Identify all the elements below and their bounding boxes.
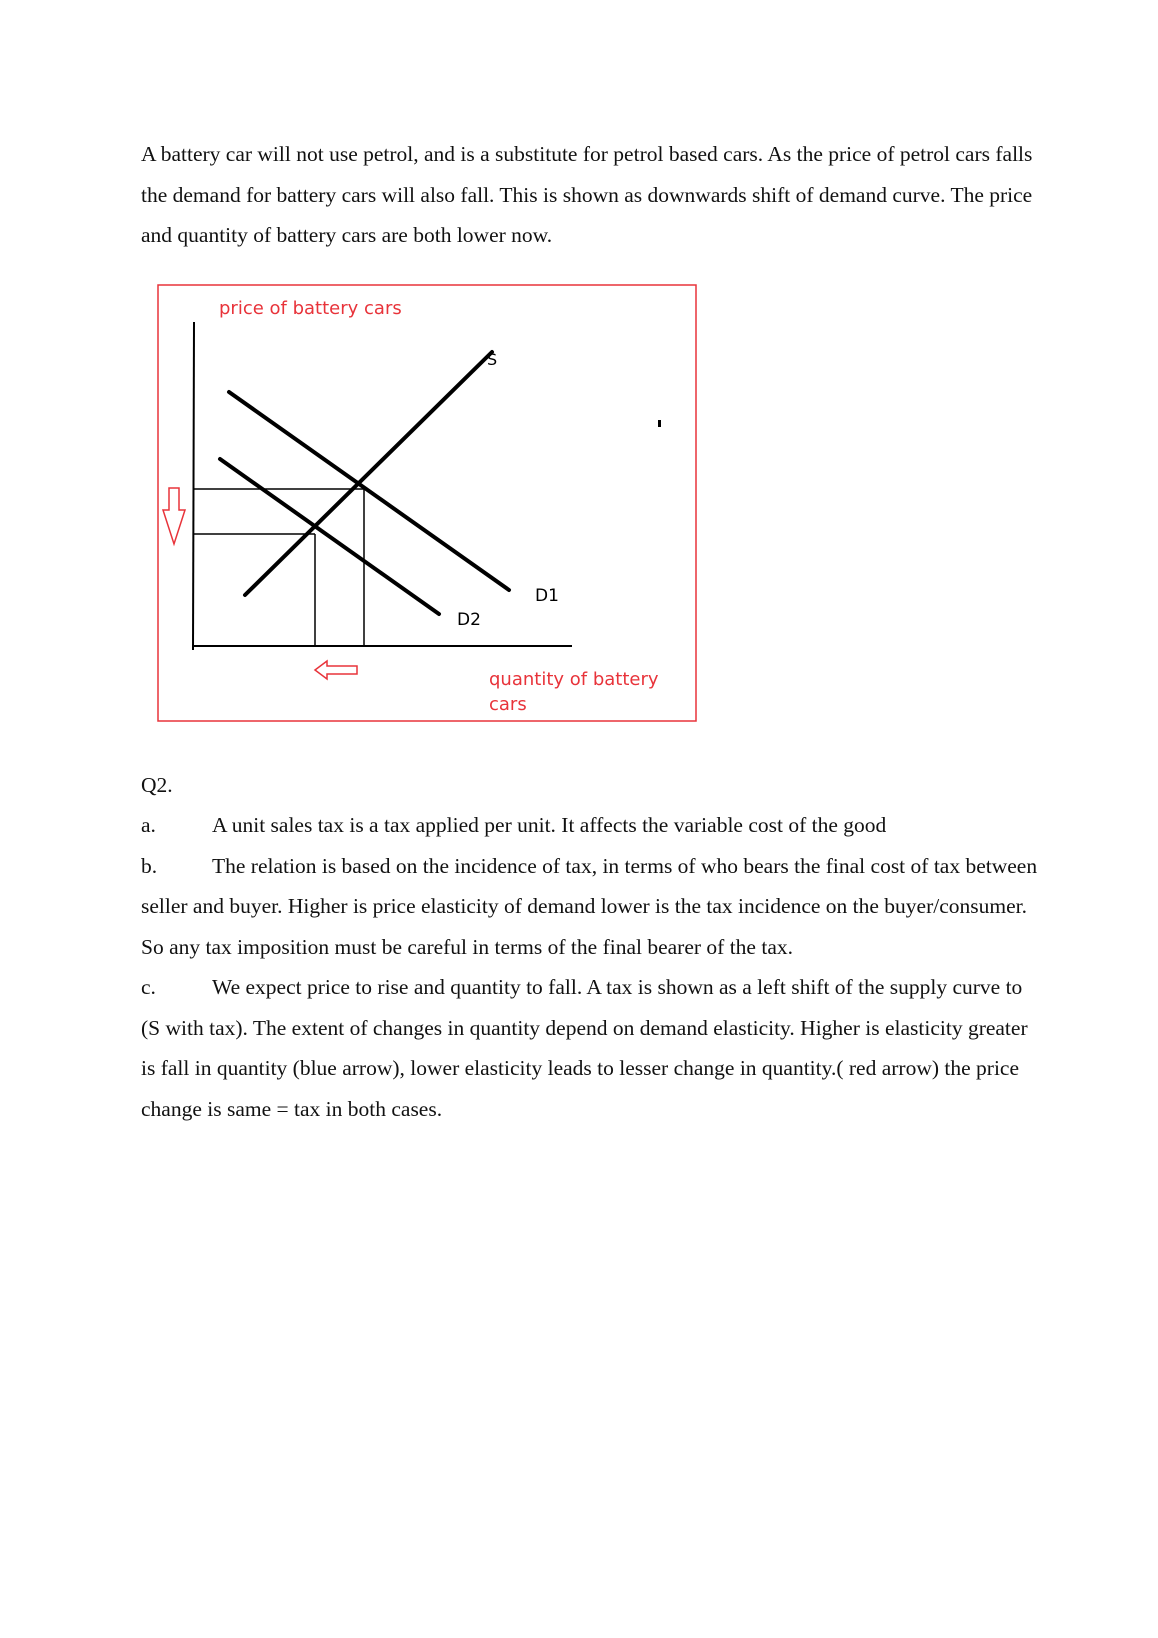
d1-label: D1 [535,586,559,606]
answer-c-tag: c. [141,975,156,999]
supply-demand-figure [157,284,698,723]
answer-a-tag: a. [141,813,156,837]
intro-paragraph: A battery car will not use petrol, and is a substitute for petrol based cars. As the price of petrol cars falls the demand for battery cars will also fall. This is shown as downwards shift of demand curve. The price and quantity of battery cars are both lower now. [141,142,1033,247]
d2-label: D2 [457,610,481,630]
price-down-arrow-icon [163,488,185,544]
demand-curve-d1 [229,392,509,590]
y-axis-label: price of battery cars [219,298,402,319]
x-axis-label-line1: quantity of battery [489,669,659,690]
answer-a [141,805,1041,846]
answer-b [141,846,1041,968]
answer-c [141,967,1041,1129]
y-axis [193,322,194,650]
q2-answers [141,805,1041,1129]
answer-a-text: A unit sales tax is a tax applied per unit. It affects the variable cost of the good [212,813,887,837]
stray-mark [658,420,661,427]
quantity-left-arrow-icon [315,661,357,679]
figure-frame [158,285,696,721]
demand-curve-d2 [220,459,439,614]
supply-demand-chart [157,284,698,723]
answer-b-text: The relation is based on the incidence of tax, in terms of who bears the final cost of tax between seller and buyer. Higher is price elasticity of demand lower is the tax incidence on the buyer/consumer. So any tax imposition must be careful in terms of the final bearer of the tax. [141,853,1038,959]
answer-b-tag: b. [141,853,158,878]
q2-heading: Q2. [141,773,173,797]
supply-label: S [487,350,498,369]
answer-c-text: We expect price to rise and quantity to fall. A tax is shown as a left shift of the supply curve to (S with tax). The extent of changes in quantity depend on demand elasticity. Higher is elasticity greater is fall in quantity (blue arrow), lower elasticity leads to lesser change in quantity.( red arrow) the price change is same = tax in both cases. [141,975,1028,1121]
x-axis-label-line2: cars [489,694,527,715]
supply-curve-s [245,352,492,595]
